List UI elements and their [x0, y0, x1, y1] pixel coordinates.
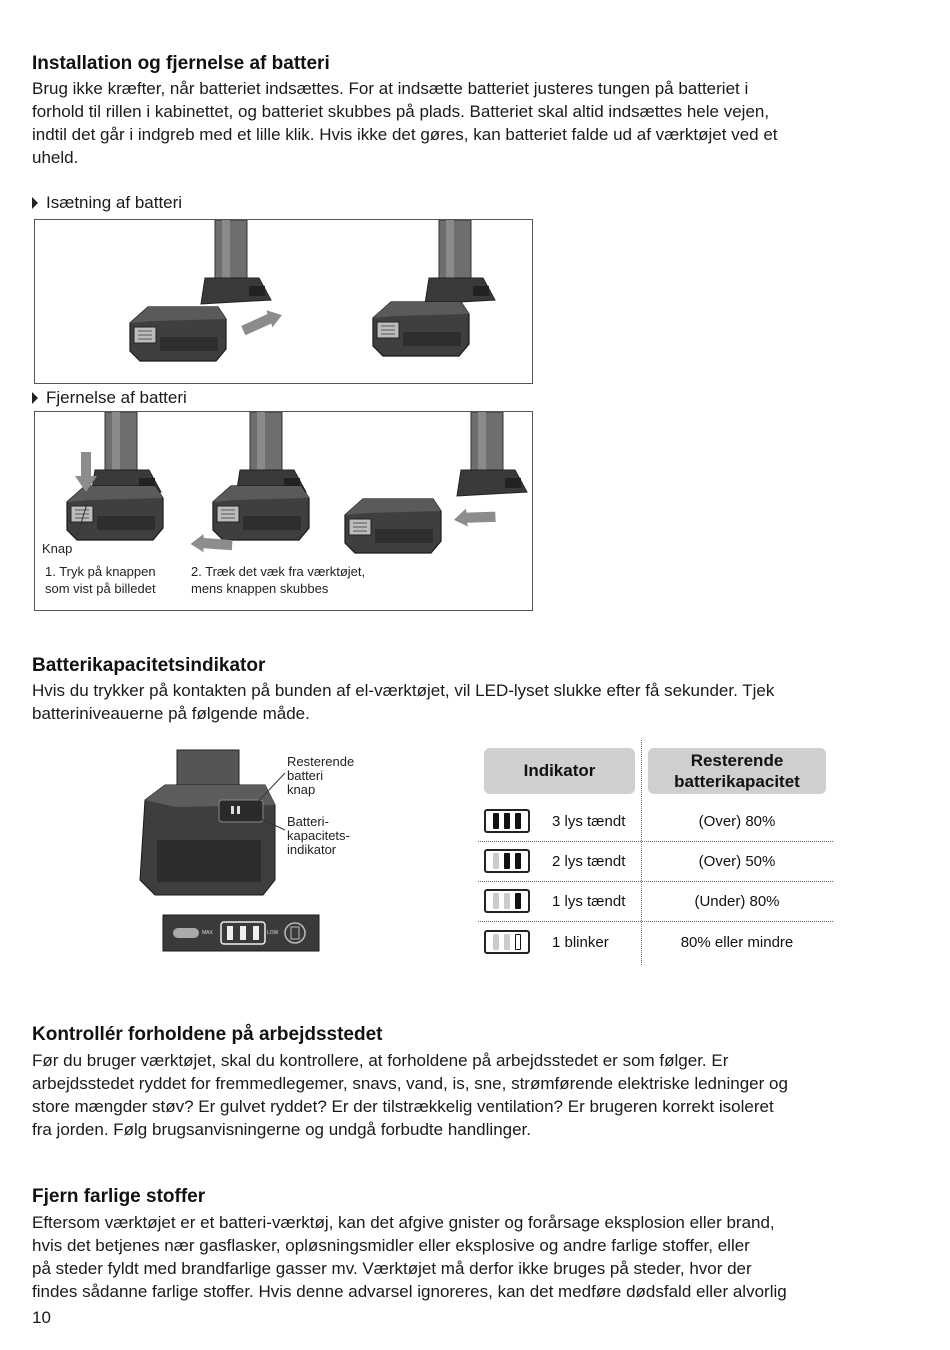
indicator-1-lit-icon: [484, 889, 530, 913]
callout-line: kapacitets-: [287, 828, 350, 843]
text-line: på steder fyldt med brandfarlige gasser mv. Værktøjet må derfor ikke bruges på steder, hvor der: [32, 1259, 752, 1278]
caption-line: som vist på billedet: [45, 581, 156, 596]
paragraph-hazardous: [32, 1211, 922, 1303]
insert-battery-illustration: [35, 220, 532, 383]
table-row: [478, 801, 838, 841]
row-state: 2 lys tændt: [552, 853, 626, 870]
figure-insert-battery: [34, 219, 533, 384]
step2-caption: [191, 563, 365, 597]
header-capacity-line: Resterende: [690, 751, 784, 770]
text-line: arbejdsstedet ryddet for fremmedlegemer, snavs, vand, is, sne, strømførende elektriske ledninger og: [32, 1074, 788, 1093]
paragraph-worksite: [32, 1049, 922, 1141]
section-title-hazardous: Fjern farlige stoffer: [32, 1186, 206, 1207]
panel-low-label: LOW: [267, 930, 279, 936]
row-capacity: 80% eller mindre: [680, 934, 794, 951]
callout-line: knap: [287, 782, 316, 797]
indicator-1-blinking-icon: [484, 930, 530, 954]
text-line: batteriniveauerne på følgende måde.: [32, 704, 310, 723]
battery-indicator-figure: [135, 745, 375, 960]
subheading-insert-label: Isætning af batteri: [46, 193, 183, 212]
callout-remaining-button: [287, 755, 354, 797]
button-label: Knap: [42, 541, 73, 556]
press-arrow-icon: [81, 452, 91, 478]
row-capacity: (Over) 80%: [698, 813, 776, 830]
text-line: Brug ikke kræfter, når batteriet indsættes. For at indsætte batteriet justeres tungen på batteriet i: [32, 79, 749, 98]
header-capacity-line: batterikapacitet: [674, 772, 800, 791]
text-line: indtil det går i indgreb med et lille klik. Hvis ikke det gøres, kan batteriet falde ud af værktøjet ved et: [32, 125, 778, 144]
caption-line: mens knappen skubbes: [191, 581, 329, 596]
header-capacity: [648, 748, 826, 794]
subheading-remove: [32, 388, 187, 408]
triangle-bullet-icon: [32, 197, 38, 209]
row-state: 3 lys tændt: [552, 813, 626, 830]
subheading-insert: [32, 193, 182, 213]
table-row: [478, 841, 838, 881]
caption-line: 1. Tryk på knappen: [45, 564, 156, 579]
caption-line: 2. Træk det væk fra værktøjet,: [191, 564, 366, 579]
table-row: [478, 921, 838, 961]
callout-capacity-indicator: [287, 815, 350, 857]
capacity-table: [478, 740, 838, 965]
section-title-battery-indicator: Batterikapacitetsindikator: [32, 655, 266, 676]
row-state: 1 lys tændt: [552, 893, 626, 910]
callout-line: Batteri-: [287, 814, 329, 829]
text-line: Hvis du trykker på kontakten på bunden af el-værktøjet, vil LED-lyset slukke efter få sekunder. Tjek: [32, 681, 775, 700]
text-line: findes sådanne farlige stoffer. Hvis denne advarsel ignoreres, kan det medføre dødsfald eller alvorlig: [32, 1282, 787, 1301]
subheading-remove-label: Fjernelse af batteri: [46, 388, 187, 407]
section-title-installation: Installation og fjernelse af batteri: [32, 53, 330, 74]
row-state: 1 blinker: [552, 934, 609, 951]
remove-battery-illustration: [35, 412, 532, 562]
text-line: fra jorden. Følg brugsanvisningerne og undgå forbudte handlinger.: [32, 1120, 532, 1139]
section-title-worksite: Kontrollér forholdene på arbejdsstedet: [32, 1024, 383, 1045]
panel-max-label: MAX: [202, 930, 213, 936]
row-capacity: (Under) 80%: [694, 893, 780, 910]
text-line: uheld.: [32, 148, 79, 167]
table-row: [478, 881, 838, 921]
row-capacity: (Over) 50%: [698, 853, 776, 870]
text-line: Eftersom værktøjet er et batteri-værktøj, kan det afgive gnister og forårsage eksplosion eller brand,: [32, 1213, 775, 1232]
callout-line: batteri: [287, 768, 324, 783]
paragraph-battery-indicator: [32, 679, 922, 725]
indicator-3-lit-icon: [484, 809, 530, 833]
text-line: forhold til rillen i kabinettet, og batteriet skubbes på plads. Batteriet skal altid indsættes hele vejen,: [32, 102, 770, 121]
figure-remove-battery: [34, 411, 533, 611]
step1-caption: [45, 563, 156, 597]
page-number: 10: [32, 1308, 51, 1327]
indicator-2-lit-icon: [484, 849, 530, 873]
callout-line: Resterende: [287, 754, 355, 769]
triangle-bullet-icon: [32, 392, 38, 404]
text-line: Før du bruger værktøjet, skal du kontrollere, at forholdene på arbejdsstedet er som følger. Er: [32, 1051, 729, 1070]
text-line: hvis det betjenes nær gasflasker, opløsningsmidler eller eksplosive og andre farlige stoffer, eller: [32, 1236, 750, 1255]
callout-line: indikator: [287, 842, 337, 857]
header-indicator: Indikator: [484, 748, 635, 794]
text-line: store mængder støv? Er gulvet ryddet? Er der tilstrækkelig ventilation? Er brugeren korrekt isoleret: [32, 1097, 774, 1116]
paragraph-installation: [32, 77, 922, 169]
